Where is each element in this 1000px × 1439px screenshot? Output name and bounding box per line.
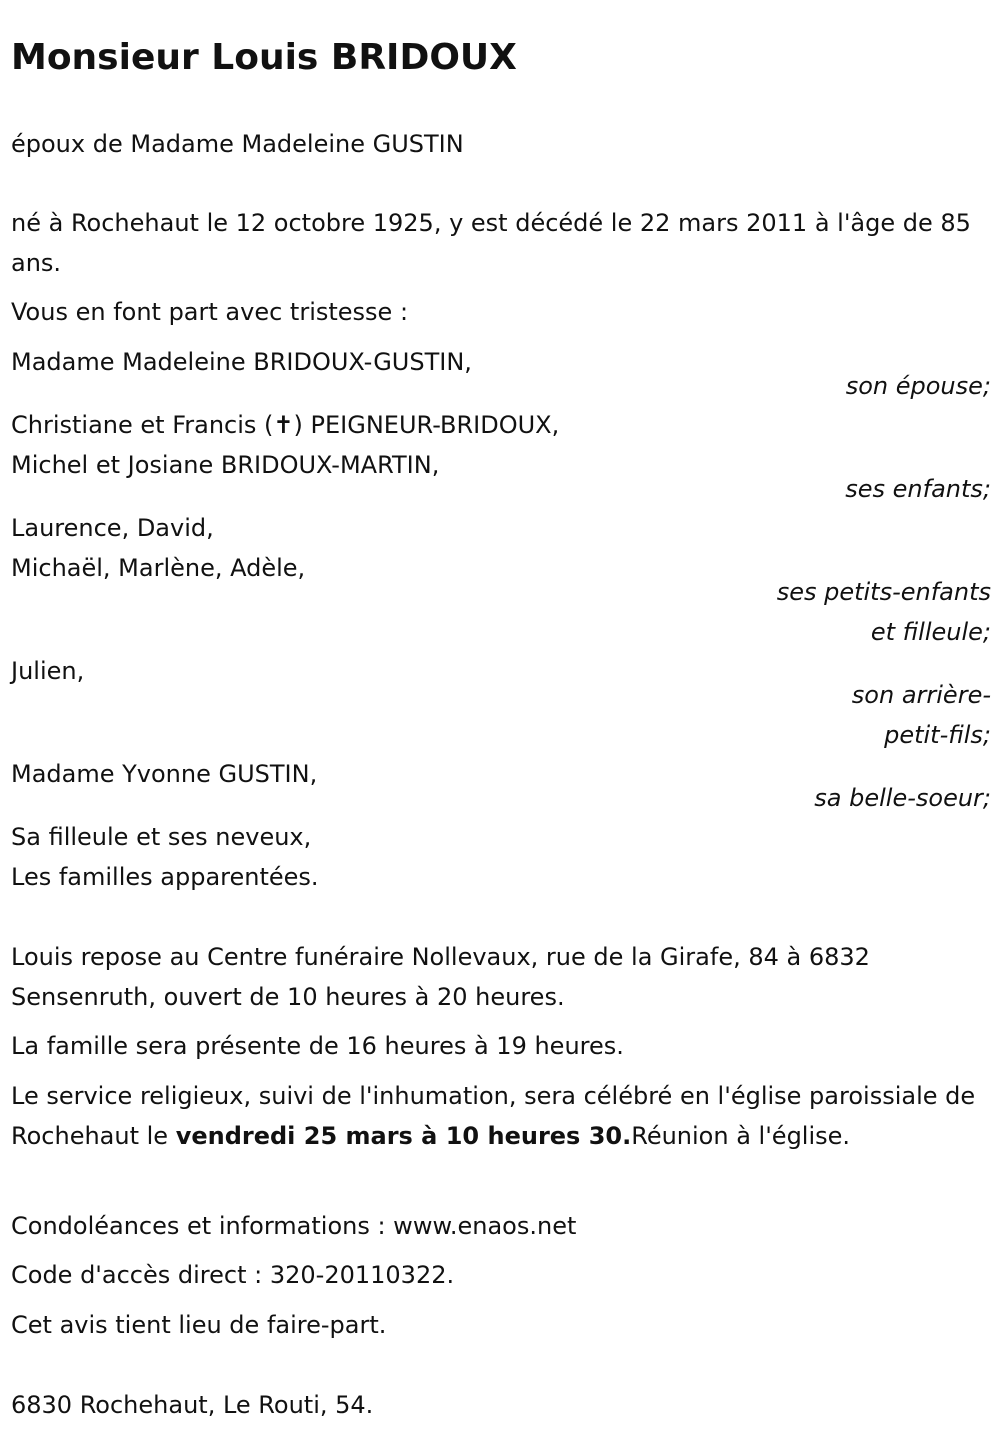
notice-title: Monsieur Louis BRIDOUX [11, 37, 517, 78]
others-line-1: Sa filleule et ses neveux, [11, 823, 312, 851]
wife-name: Madame Madeleine BRIDOUX-GUSTIN, [11, 348, 472, 376]
spouse-line: époux de Madame Madeleine GUSTIN [11, 130, 464, 158]
family-presence: La famille sera présente de 16 heures à 19 heures. [11, 1032, 624, 1060]
child-line-1: Christiane et Francis (✝) PEIGNEUR-BRIDOUX, [11, 411, 560, 439]
sister-in-law-role: sa belle-soeur; [814, 784, 991, 812]
children-role: ses enfants; [845, 475, 991, 503]
intro-line: Vous en font part avec tristesse : [11, 298, 409, 326]
grandchildren-role-2: et filleule; [870, 618, 991, 646]
great-grandchild-role-2: petit-fils; [884, 721, 991, 749]
wife-role: son épouse; [845, 372, 991, 400]
condolences-line: Condoléances et informations : www.enaos.net [11, 1212, 577, 1240]
service-text-before: Le service religieux, suivi de l'inhumation, sera célébré en l'église paroissiale de Rochehaut le [11, 1082, 976, 1150]
access-code-line: Code d'accès direct : 320-20110322. [11, 1261, 455, 1289]
repose-info: Louis repose au Centre funéraire Nollevaux, rue de la Girafe, 84 à 6832 Sensenruth, ouvert de 10 heures à 20 heures. [11, 943, 870, 1011]
birth-death-line: né à Rochehaut le 12 octobre 1925, y est décédé le 22 mars 2011 à l'âge de 85 ans. [11, 209, 971, 277]
address-line: 6830 Rochehaut, Le Routi, 54. [11, 1391, 374, 1419]
service-info [11, 1076, 986, 1156]
notice-line: Cet avis tient lieu de faire-part. [11, 1311, 387, 1339]
grandchildren-line-2: Michaël, Marlène, Adèle, [11, 554, 306, 582]
sister-in-law-name: Madame Yvonne GUSTIN, [11, 760, 318, 788]
service-text-after: Réunion à l'église. [631, 1122, 851, 1150]
grandchildren-role-1: ses petits-enfants [776, 578, 991, 606]
others-line-2: Les familles apparentées. [11, 863, 319, 891]
great-grandchild-role-1: son arrière- [851, 681, 991, 709]
service-date-time: vendredi 25 mars à 10 heures 30. [175, 1122, 632, 1150]
grandchildren-line-1: Laurence, David, [11, 514, 214, 542]
great-grandchild-name: Julien, [11, 657, 85, 685]
child-line-2: Michel et Josiane BRIDOUX-MARTIN, [11, 451, 440, 479]
